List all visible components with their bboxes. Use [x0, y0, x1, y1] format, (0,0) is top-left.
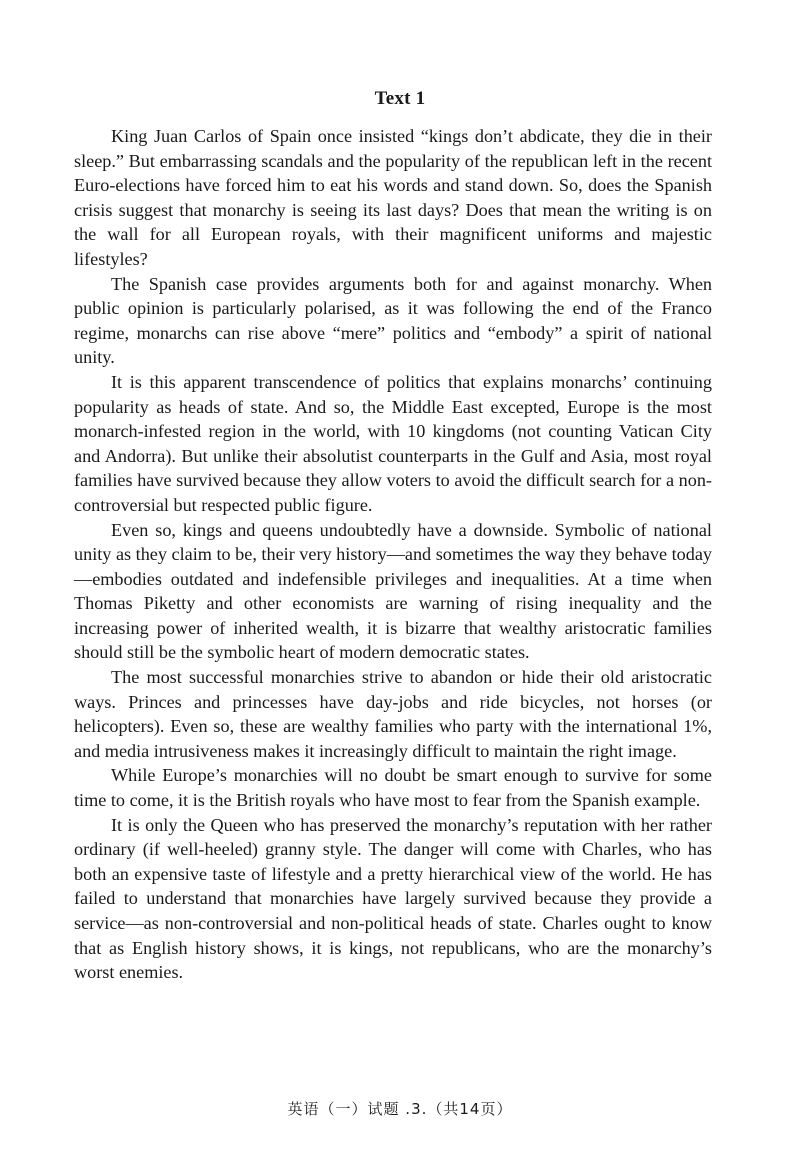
- paragraph-7: It is only the Queen who has preserved the monarchy’s reputation with her rather ordinary (if well-heeled) granny style. The danger will come with Charles, who has both an expensive taste of lifestyle and a pretty hierarchical view of the world. He has failed to understand that monarchies have largely survived because they provide a service—as non-controversial and non-political heads of state. Charles ought to know that as English history shows, it is kings, not republicans, who are the monarchy’s worst enemies.: [74, 814, 712, 983]
- paragraph-1: King Juan Carlos of Spain once insisted “kings don’t abdicate, they die in their sleep.” But embarrassing scandals and the popularity of the republican left in the recent Euro-elections have forced him to eat his words and stand down. So, does the Spanish crisis suggest that monarchy is seeing its last days? Does that mean the writing is on the wall for all European royals, with their magnificent uniforms and majestic lifestyles?: [74, 126, 712, 269]
- page-footer: 英语（一）试题 .3.（共14页）: [287, 1100, 513, 1118]
- paragraph-6: While Europe’s monarchies will no doubt be smart enough to survive for some time to come, it is the British royals who have most to fear from the Spanish example.: [74, 765, 712, 811]
- paragraph-4: Even so, kings and queens undoubtedly have a downside. Symbolic of national unity as they claim to be, their very history—and sometimes the way they behave today—embodies outdated and indefensible privileges and inequalities. At a time when Thomas Piketty and other economists are warning of rising inequality and the increasing power of inherited wealth, it is bizarre that wealthy aristocratic families should still be the symbolic heart of modern democratic states.: [74, 519, 712, 663]
- paragraph-3: It is this apparent transcendence of politics that explains monarchs’ continuing popularity as heads of state. And so, the Middle East excepted, Europe is the most monarch-infested region in the world, with 10 kingdoms (not counting Vatican City and Andorra). But unlike their absolutist counterparts in the Gulf and Asia, most royal families have survived because they allow voters to avoid the difficult search for a non-controversial but respected public figure.: [74, 371, 712, 515]
- paragraph-5: The most successful monarchies strive to abandon or hide their old aristocratic ways. Princes and princesses have day-jobs and ride bicycles, not horses (or helicopters). Even so, these are wealthy families who party with the international 1%, and media intrusiveness makes it increasingly difficult to maintain the right image.: [74, 667, 712, 761]
- passage-body: [74, 124, 712, 985]
- paragraph-2: The Spanish case provides arguments both for and against monarchy. When public opinion is particularly polarised, as it was following the end of the Franco regime, monarchs can rise above “mere” politics and “embody” a spirit of national unity.: [74, 273, 712, 368]
- text-title: Text 1: [374, 88, 426, 109]
